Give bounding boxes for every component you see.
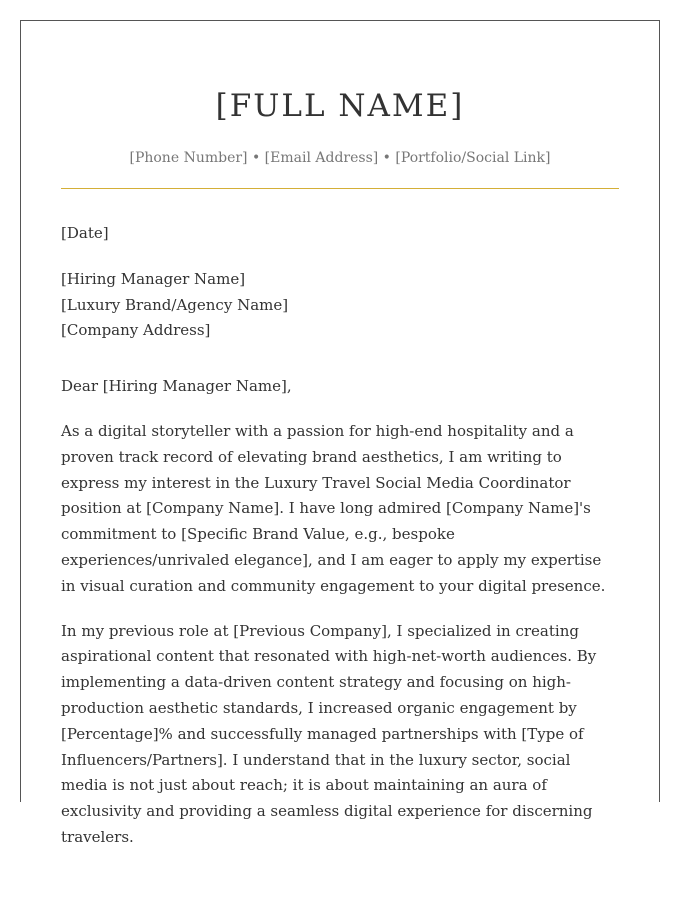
recipient-block (61, 267, 619, 344)
body-paragraph-2: In my previous role at [Previous Company], I specialized in creating aspirational content that resonated with high-net-worth audiences. By implementing a data-driven content strategy and focusing on high-production aesthetic standards, I increased organic engagement by [Percentage]% and successfully managed partnerships with [Type of Influencers/Partners]. I understand that in the luxury sector, social media is not just about reach; it is about maintaining an aura of exclusivity and providing a seamless digital experience for discerning travelers. (61, 621, 597, 846)
letter-date: [Date] (61, 224, 109, 242)
recipient-brand: [Luxury Brand/Agency Name] (61, 295, 289, 314)
full-name: [FULL NAME] (215, 88, 465, 124)
recipient-address: [Company Address] (61, 321, 211, 340)
recipient-name: [Hiring Manager Name] (61, 269, 246, 288)
letter-page (20, 20, 660, 846)
contact-line: [Phone Number] • [Email Address] • [Portfolio/Social Link] (129, 150, 551, 166)
body-paragraph-1: As a digital storyteller with a passion for high-end hospitality and a proven track record of elevating brand aesthetics, I am writing to express my interest in the Luxury Travel Social Media Coordinator position at [Company Name]. I have long admired [Company Name]'s commitment to [Specific Brand Value, e.g., bespoke experiences/unrivaled elegance], and I am eager to apply my expertise in visual curation and community engagement to your digital presence. (61, 421, 606, 595)
letter-body (21, 189, 659, 851)
salutation: Dear [Hiring Manager Name], (61, 377, 292, 396)
letter-header (21, 21, 659, 167)
